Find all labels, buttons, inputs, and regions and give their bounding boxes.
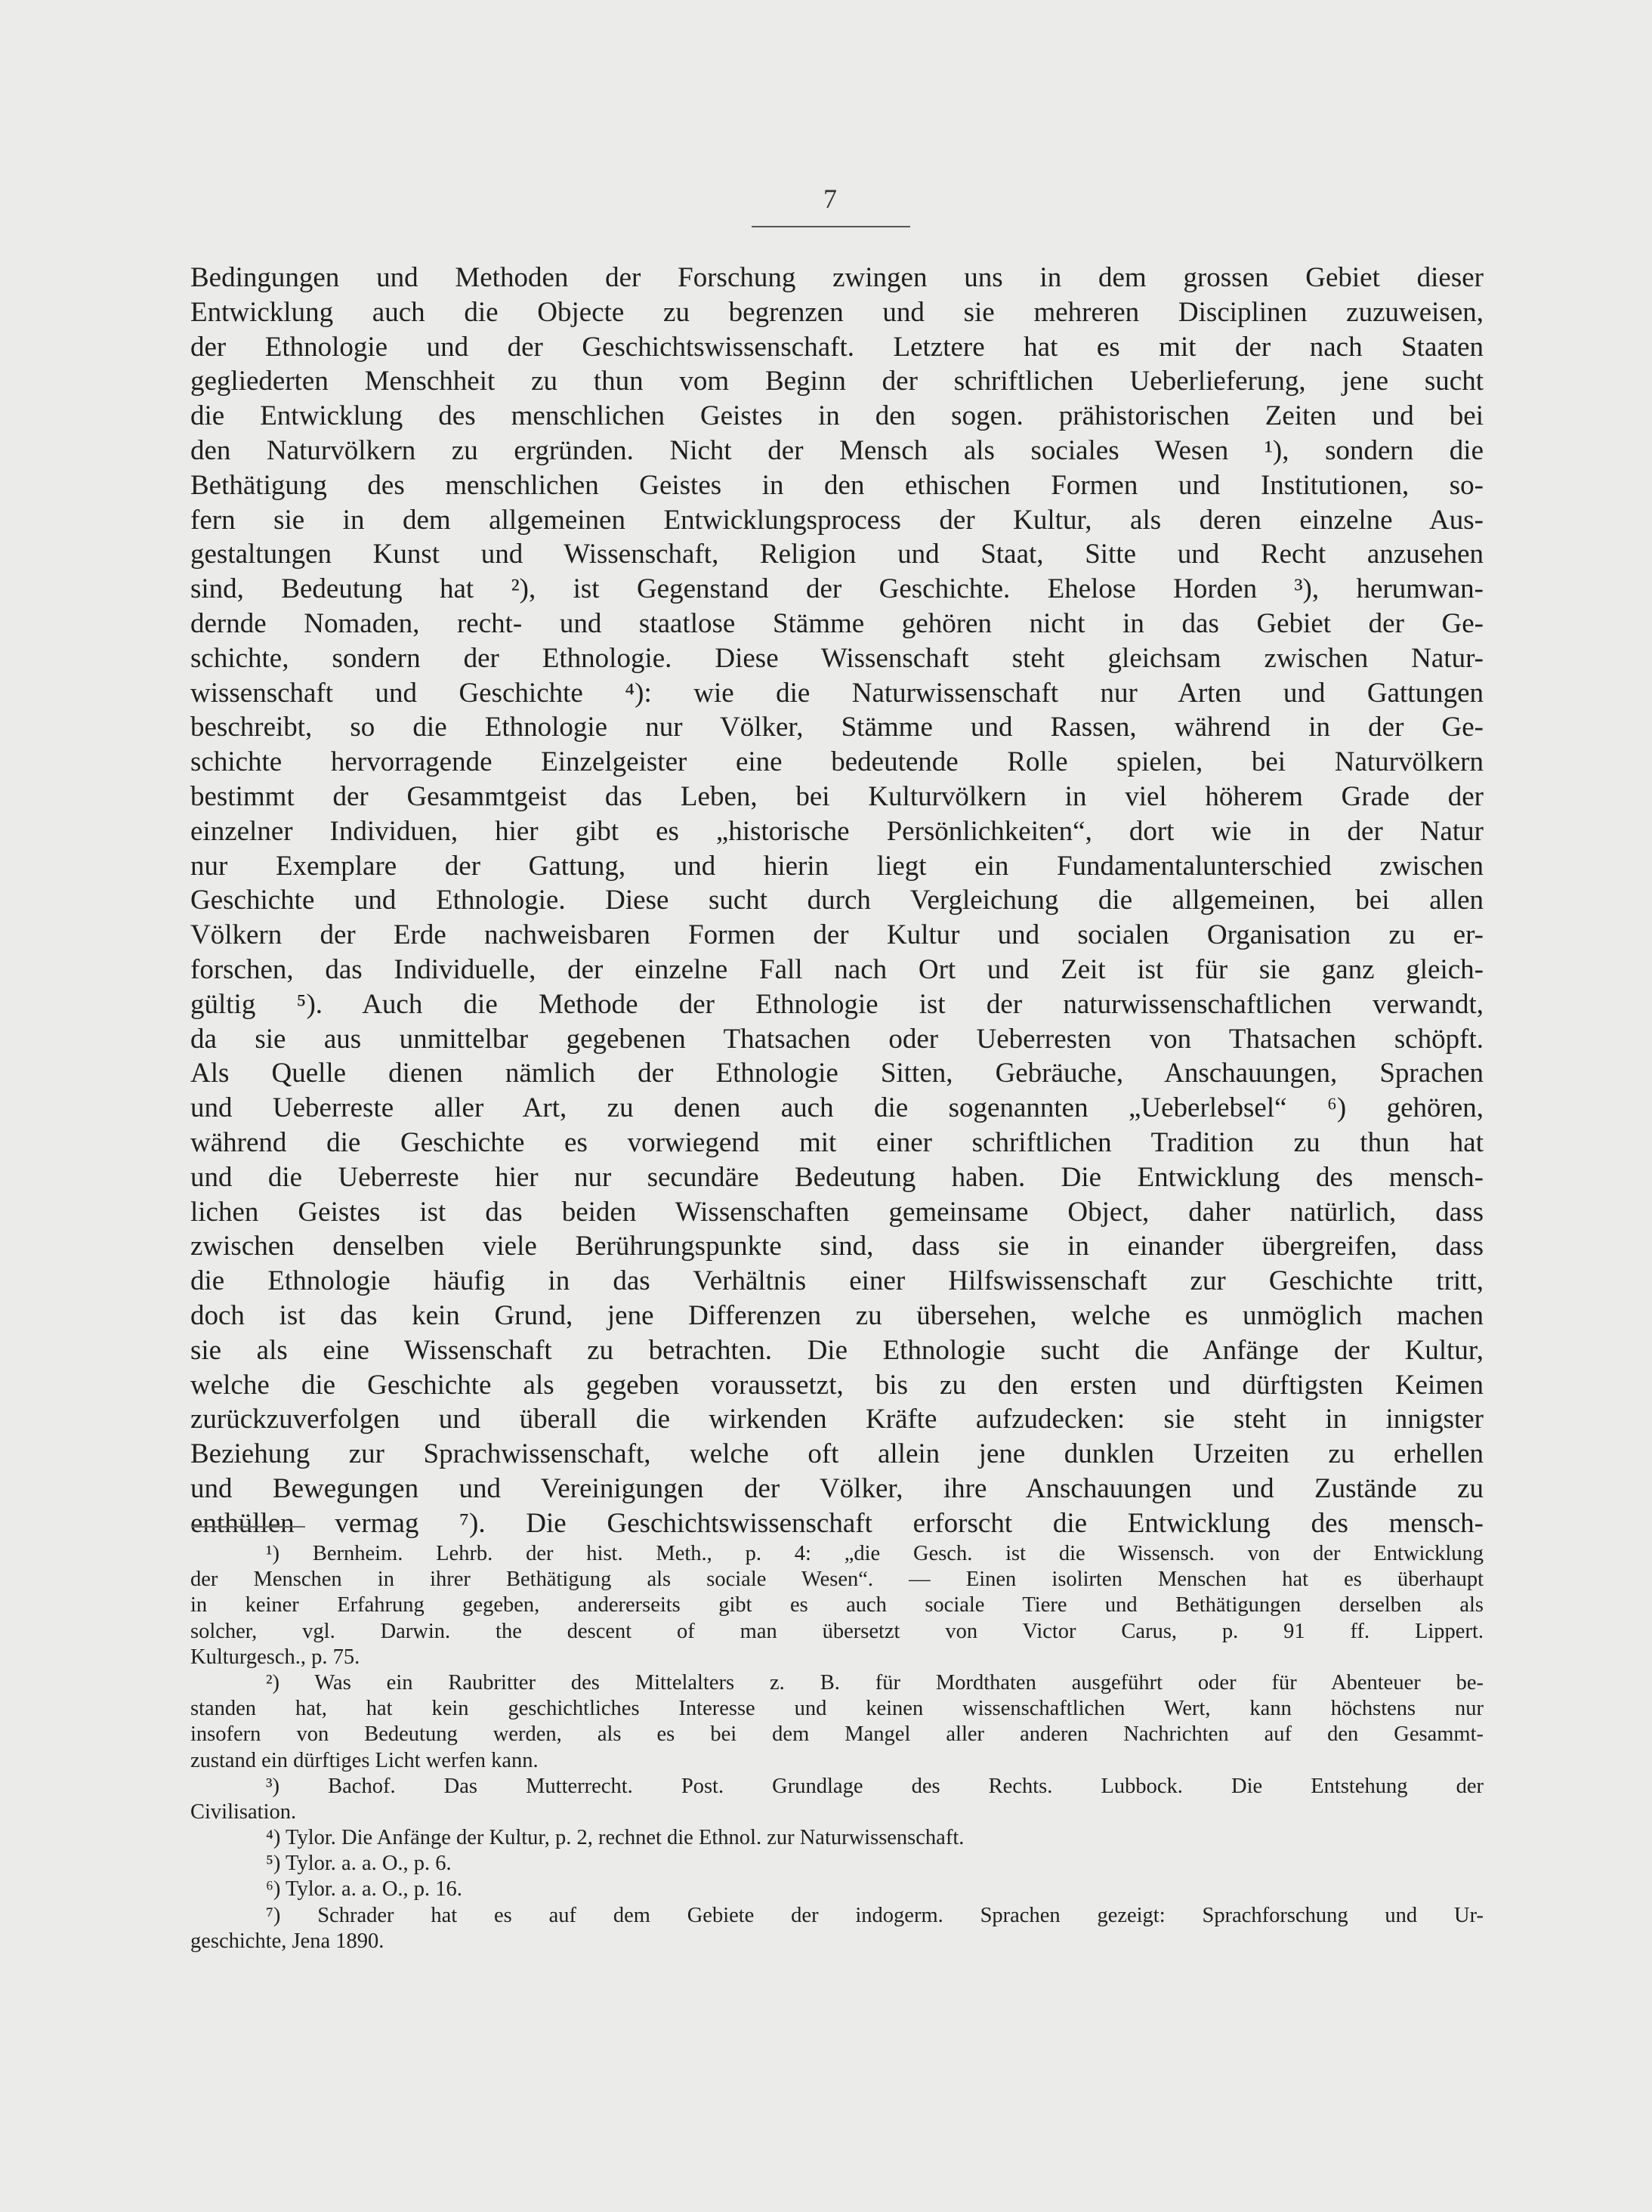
footnote-5 xyxy=(190,1851,1484,1877)
footnote-line: ⁶) Tylor. a. a. O., p. 16. xyxy=(266,1877,462,1902)
footnote-line: zustand ein dürftiges Licht werfen kann. xyxy=(190,1748,539,1772)
body-line: Als Quelle dienen nämlich der Ethnologie Sitten, Gebräuche, Anschauungen, Sprachen xyxy=(190,1058,1484,1089)
body-line: da sie aus unmittelbar gegebenen Thatsachen oder Ueberresten von Thatsachen schöpft. xyxy=(190,1023,1484,1055)
footnote-line: ¹) Bernheim. Lehrb. der hist. Meth., p. 4: „die Gesch. ist die Wissensch. von der Entwicklung xyxy=(266,1542,1484,1565)
footnote-line: ⁷) Schrader hat es auf dem Gebiete der indogerm. Sprachen gezeigt: Sprachforschung und Ur- xyxy=(266,1903,1484,1927)
body-line: Geschichte und Ethnologie. Diese sucht durch Vergleichung die allgemeinen, bei allen xyxy=(190,885,1484,916)
body-line: zurückzuverfolgen und überall die wirkenden Kräfte aufzudecken: sie steht in innigster xyxy=(190,1404,1484,1435)
body-line: schichte hervorragende Einzelgeister eine bedeutende Rolle spielen, bei Naturvölkern xyxy=(190,746,1484,778)
footnote-2 xyxy=(190,1670,1484,1774)
body-line: der Ethnologie und der Geschichtswissenschaft. Letztere hat es mit der nach Staaten xyxy=(190,331,1484,363)
body-line: und die Ueberreste hier nur secundäre Bedeutung haben. Die Entwicklung des mensch- xyxy=(190,1161,1484,1193)
body-line: und Bewegungen und Vereinigungen der Völker, ihre Anschauungen und Zustände zu xyxy=(190,1472,1484,1504)
body-line: Beziehung zur Sprachwissenschaft, welche oft allein jene dunklen Urzeiten zu erhellen xyxy=(190,1438,1484,1470)
body-line: dernde Nomaden, recht- und staatlose Stämme gehören nicht in das Gebiet der Ge- xyxy=(190,607,1484,639)
footnote-line: ⁵) Tylor. a. a. O., p. 6. xyxy=(266,1852,452,1876)
body-line: schichte, sondern der Ethnologie. Diese Wissenschaft steht gleichsam zwischen Natur- xyxy=(190,642,1484,674)
footnote-line: ³) Bachof. Das Mutterrecht. Post. Grundlage des Rechts. Lubbock. Die Entstehung der xyxy=(266,1774,1484,1798)
body-line: während die Geschichte es vorwiegend mit einer schriftlichen Tradition zu thun hat xyxy=(190,1126,1484,1158)
body-line: und Ueberreste aller Art, zu denen auch die sogenannten „Ueberlebsel“ ⁶) gehören, xyxy=(190,1092,1484,1124)
footnote-line: Civilisation. xyxy=(190,1800,297,1824)
footnotes xyxy=(190,1541,1484,1954)
body-line: beschreibt, so die Ethnologie nur Völker, Stämme und Rassen, während in der Ge- xyxy=(190,712,1484,743)
footnote-7 xyxy=(190,1903,1484,1954)
body-line: den Naturvölkern zu ergründen. Nicht der Mensch als sociales Wesen ¹), sondern die xyxy=(190,434,1484,466)
body-line: gegliederten Menschheit zu thun vom Beginn der schriftlichen Ueberlieferung, jene sucht xyxy=(190,366,1484,397)
body-line: Völkern der Erde nachweisbaren Formen der Kultur und socialen Organisation zu er- xyxy=(190,919,1484,951)
body-line: forschen, das Individuelle, der einzelne Fall nach Ort und Zeit ist für sie ganz gleich- xyxy=(190,953,1484,985)
body-text xyxy=(190,261,1484,1540)
footnote-line: ⁴) Tylor. Die Anfänge der Kultur, p. 2, rechnet die Ethnol. zur Naturwissenschaft. xyxy=(266,1826,965,1850)
body-line: enthüllen vermag ⁷). Die Geschichtswissenschaft erforscht die Entwicklung des mensch- xyxy=(190,1507,1484,1539)
body-line: lichen Geistes ist das beiden Wissenschaften gemeinsame Object, daher natürlich, dass xyxy=(190,1196,1484,1228)
header-rule xyxy=(752,226,910,227)
footnote-line: standen hat, hat kein geschichtliches Interesse und keinen wissenschaftlichen Wert, kann höchstens nur xyxy=(190,1697,1484,1721)
footnote-line: solcher, vgl. Darwin. the descent of man übersetzt von Victor Carus, p. 91 ff. Lippert. xyxy=(190,1619,1484,1643)
footnote-4 xyxy=(190,1825,1484,1851)
footnote-rule xyxy=(192,1526,305,1528)
page-number: 7 xyxy=(823,184,837,214)
footnote-6 xyxy=(190,1877,1484,1902)
footnote-line: der Menschen in ihrer Bethätigung als sociale Wesen“. — Einen isolirten Menschen hat es überhaupt xyxy=(190,1568,1484,1592)
body-line: Bethätigung des menschlichen Geistes in den ethischen Formen und Institutionen, so- xyxy=(190,469,1484,501)
body-line: die Entwicklung des menschlichen Geistes in den sogen. prähistorischen Zeiten und bei xyxy=(190,400,1484,432)
body-line: Entwicklung auch die Objecte zu begrenzen und sie mehreren Disciplinen zuzuweisen, xyxy=(190,296,1484,328)
body-line: fern sie in dem allgemeinen Entwicklungsprocess der Kultur, als deren einzelne Aus- xyxy=(190,504,1484,536)
body-line: einzelner Individuen, hier gibt es „historische Persönlichkeiten“, dort wie in der Natur xyxy=(190,815,1484,847)
footnote-line: in keiner Erfahrung gegeben, andererseits gibt es auch sociale Tiere und Bethätigungen derselben als xyxy=(190,1593,1484,1617)
body-line: doch ist das kein Grund, jene Differenzen zu übersehen, welche es unmöglich machen xyxy=(190,1299,1484,1331)
body-line: gültig ⁵). Auch die Methode der Ethnologie ist der naturwissenschaftlichen verwandt, xyxy=(190,988,1484,1020)
body-line: wissenschaft und Geschichte ⁴): wie die Naturwissenschaft nur Arten und Gattungen xyxy=(190,677,1484,709)
body-line: bestimmt der Gesammtgeist das Leben, bei Kulturvölkern in viel höherem Grade der xyxy=(190,780,1484,812)
footnote-line: geschichte, Jena 1890. xyxy=(190,1929,384,1953)
body-line: welche die Geschichte als gegeben voraussetzt, bis zu den ersten und dürftigsten Keimen xyxy=(190,1369,1484,1401)
body-line: sie als eine Wissenschaft zu betrachten. Die Ethnologie sucht die Anfänge der Kultur, xyxy=(190,1334,1484,1366)
body-line: gestaltungen Kunst und Wissenschaft, Religion und Staat, Sitte und Recht anzusehen xyxy=(190,539,1484,570)
footnote-line: ²) Was ein Raubritter des Mittelalters z. B. für Mordthaten ausgeführt oder für Abenteuer be- xyxy=(266,1670,1484,1695)
footnote-3 xyxy=(190,1774,1484,1825)
body-line: zwischen denselben viele Berührungspunkte sind, dass sie in einander übergreifen, dass xyxy=(190,1231,1484,1262)
footnote-1 xyxy=(190,1541,1484,1670)
footnote-line: Kulturgesch., p. 75. xyxy=(190,1645,360,1669)
body-line: die Ethnologie häufig in das Verhältnis einer Hilfswissenschaft zur Geschichte tritt, xyxy=(190,1265,1484,1297)
body-line: nur Exemplare der Gattung, und hierin liegt ein Fundamentalunterschied zwischen xyxy=(190,850,1484,882)
body-line: sind, Bedeutung hat ²), ist Gegenstand der Geschichte. Ehelose Horden ³), herumwan- xyxy=(190,573,1484,605)
body-line: Bedingungen und Methoden der Forschung zwingen uns in dem grossen Gebiet dieser xyxy=(190,262,1484,293)
footnote-line: insofern von Bedeutung werden, als es bei dem Mangel aller anderen Nachrichten auf den Gesammt- xyxy=(190,1722,1484,1747)
